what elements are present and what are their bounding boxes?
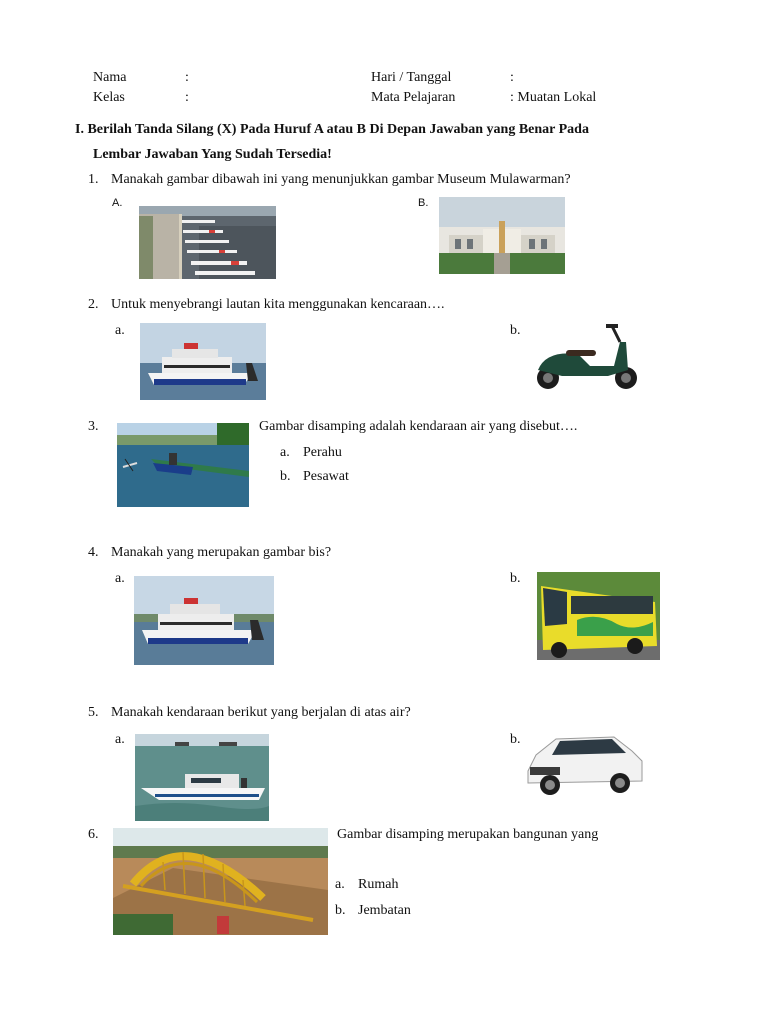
nama-label: Nama (93, 70, 127, 85)
nama-colon: : (185, 70, 189, 85)
q3-option-b-text: Pesawat (303, 469, 349, 484)
q6-option-a-text: Rumah (358, 877, 399, 892)
instruction-line-1: I. Berilah Tanda Silang (X) Pada Huruf A atau B Di Depan Jawaban yang Benar Pada (75, 122, 589, 137)
car-image (522, 727, 650, 803)
q5-option-a-label: a. (115, 732, 125, 747)
ferry-image (140, 323, 266, 400)
q2-option-a-label: a. (115, 323, 125, 338)
q6-option-b-label: b. (335, 903, 346, 918)
q3-option-a-label: a. (280, 445, 290, 460)
ferry-image-2 (134, 576, 274, 665)
q1-number: 1. (88, 172, 99, 187)
kelas-label: Kelas (93, 90, 125, 105)
q5-number: 5. (88, 705, 99, 720)
kelas-colon: : (185, 90, 189, 105)
q1-option-a-label: A. (112, 197, 123, 209)
q3-option-b-label: b. (280, 469, 291, 484)
mata-pelajaran-value: : Muatan Lokal (510, 90, 597, 105)
hari-tanggal-colon: : (510, 70, 514, 85)
q4-number: 4. (88, 545, 99, 560)
museum-image (439, 197, 565, 274)
q5-option-b-label: b. (510, 732, 521, 747)
canoe-image (117, 423, 249, 507)
instruction-line-2: Lembar Jawaban Yang Sudah Tersedia! (93, 147, 332, 162)
q6-text: Gambar disamping merupakan bangunan yang (337, 827, 599, 842)
q3-text: Gambar disamping adalah kendaraan air yang disebut…. (259, 419, 578, 434)
q6-number: 6. (88, 827, 99, 842)
q4-option-a-label: a. (115, 571, 125, 586)
airport-image (139, 206, 276, 279)
q2-option-b-label: b. (510, 323, 521, 338)
q4-text: Manakah yang merupakan gambar bis? (111, 545, 332, 560)
q2-text: Untuk menyebrangi lautan kita menggunakan kencaraan…. (111, 297, 445, 312)
q4-option-b-label: b. (510, 571, 521, 586)
q3-option-a-text: Perahu (303, 445, 342, 460)
scooter-image (528, 322, 640, 392)
q5-text: Manakah kendaraan berikut yang berjalan di atas air? (111, 705, 411, 720)
bus-image (537, 572, 660, 660)
q2-number: 2. (88, 297, 99, 312)
q6-option-b-text: Jembatan (358, 903, 411, 918)
q3-number: 3. (88, 419, 99, 434)
speedboat-image (135, 734, 269, 821)
bridge-image (113, 828, 328, 935)
q1-option-b-label: B. (418, 197, 429, 209)
q1-text: Manakah gambar dibawah ini yang menunjukkan gambar Museum Mulawarman? (111, 172, 571, 187)
q6-option-a-label: a. (335, 877, 345, 892)
hari-tanggal-label: Hari / Tanggal (371, 70, 452, 85)
mata-pelajaran-label: Mata Pelajaran (371, 90, 456, 105)
